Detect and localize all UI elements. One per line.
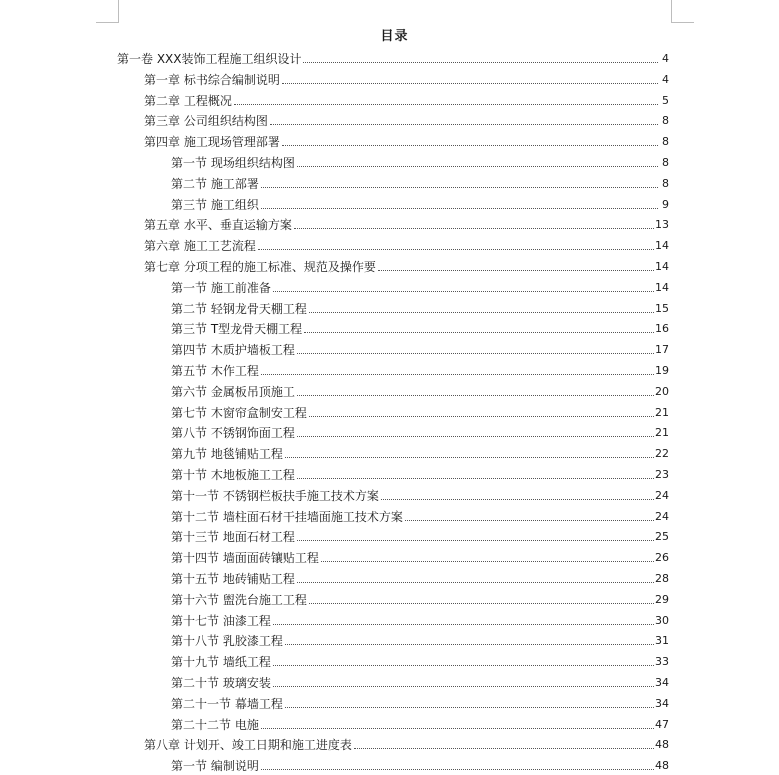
toc-entry[interactable] [171,670,669,690]
toc-entry-page-number: 8 [662,135,669,149]
toc-dot-leader [285,707,654,708]
toc-entry[interactable] [171,150,669,170]
toc-entry-text: 第一节 现场组织结构图 [171,156,295,170]
toc-entry[interactable] [171,441,669,461]
toc-dot-leader [285,644,654,645]
toc-entry-page-number: 23 [655,468,669,481]
toc-entry[interactable] [144,67,669,87]
toc-entry[interactable] [144,732,669,752]
toc-dot-leader [270,124,658,125]
toc-entry[interactable] [171,649,669,669]
toc-entry[interactable] [171,462,669,482]
toc-entry-page-number: 21 [655,405,669,419]
toc-entry-text: 第十四节 墙面面砖镶贴工程 [171,551,319,566]
toc-entry-page-number: 9 [662,197,669,211]
toc-entry-page-number: 17 [655,343,669,357]
toc-dot-leader [297,166,658,167]
toc-entry-page-number: 5 [662,93,669,107]
toc-dot-leader [297,353,654,354]
toc-entry-page-number: 20 [655,384,669,398]
toc-entry-page-number: 8 [662,114,669,128]
toc-dot-leader [297,540,654,541]
toc-dot-leader [261,208,658,209]
toc-entry-text: 第二十二节 电施 [171,717,259,732]
toc-entry-page-number: 24 [655,488,669,502]
toc-dot-leader [261,187,658,188]
toc-entry-page-number: 48 [655,738,669,752]
toc-entry-text: 第一节 施工前准备 [171,280,271,295]
toc-entry-page-number: 25 [655,530,669,544]
toc-entry-text: 第十七节 油漆工程 [171,613,271,628]
toc-dot-leader [282,83,658,84]
toc-dot-leader [297,478,654,479]
toc-entry[interactable] [117,46,669,66]
toc-entry-page-number: 48 [655,759,669,773]
toc-entry[interactable] [171,483,669,503]
toc-entry-page-number: 29 [655,592,669,606]
toc-entry-page-number: 30 [655,613,669,627]
toc-entry-text: 第七节 木窗帘盒制安工程 [171,405,307,420]
toc-entry-text: 第二十一节 幕墙工程 [171,696,283,711]
toc-dot-leader [304,332,654,333]
toc-entry-page-number: 8 [662,176,669,190]
toc-entry-page-number: 34 [655,696,669,710]
toc-entry-text: 第十六节 盥洗台施工工程 [171,592,307,607]
toc-entry[interactable] [171,712,669,732]
toc-entry[interactable] [171,420,669,440]
toc-entry[interactable] [171,545,669,565]
toc-entry[interactable] [171,337,669,357]
toc-entry-text: 第十五节 地砖铺贴工程 [171,572,295,586]
toc-entry-text: 第五节 木作工程 [171,364,259,378]
toc-entry-page-number: 14 [655,260,669,273]
toc-dot-leader [297,436,654,437]
toc-entry-page-number: 14 [655,280,669,294]
toc-entry-page-number: 28 [655,572,669,585]
toc-entry[interactable] [144,108,669,128]
toc-entry-text: 第三章 公司组织结构图 [144,114,268,129]
toc-entry-page-number: 13 [655,218,669,232]
toc-entry[interactable] [171,524,669,544]
toc-dot-leader [273,624,654,625]
toc-entry-text: 第七章 分项工程的施工标准、规范及操作要 [144,260,376,274]
toc-entry-text: 第十九节 墙纸工程 [171,655,271,670]
toc-entry-text: 第一章 标书综合编制说明 [144,72,280,87]
toc-entry-page-number: 47 [655,717,669,731]
toc-dot-leader [261,728,654,729]
toc-entry-page-number: 4 [662,52,669,65]
toc-entry-page-number: 15 [655,301,669,315]
toc-entry-text: 第一卷 XXX装饰工程施工组织设计 [117,52,302,66]
toc-entry-page-number: 34 [655,676,669,689]
toc-entry[interactable] [144,212,669,232]
toc-dot-leader [309,312,654,313]
toc-entry-text: 第八节 不锈钢饰面工程 [171,426,295,441]
toc-entry[interactable] [171,316,669,336]
toc-entry[interactable] [171,504,669,524]
toc-dot-leader [381,499,654,500]
toc-entry[interactable] [171,296,669,316]
toc-entry-page-number: 16 [655,322,669,336]
toc-entry[interactable] [144,88,669,108]
toc-entry-page-number: 31 [655,634,669,648]
toc-entry-text: 第一节 编制说明 [171,759,259,774]
toc-dot-leader [282,145,658,146]
toc-entry-text: 第六节 金属板吊顶施工 [171,384,295,399]
toc-entry-text: 第三节 T型龙骨天棚工程 [171,322,303,337]
toc-dot-leader [294,228,654,229]
toc-entry-text: 第三节 施工组织 [171,197,259,212]
toc-entry-text: 第二节 施工部署 [171,176,259,191]
toc-dot-leader [273,665,654,666]
toc-dot-leader [309,416,654,417]
toc-entry[interactable] [171,171,669,191]
toc-dot-leader [297,395,654,396]
toc-entry-page-number: 4 [662,72,669,86]
toc-entry[interactable] [171,358,669,378]
toc-entry-text: 第四节 木质护墙板工程 [171,343,295,358]
toc-entry[interactable] [171,400,669,420]
toc-entry[interactable] [171,379,669,399]
toc-dot-leader [405,520,654,521]
toc-entry[interactable] [144,254,669,274]
toc-entry-page-number: 19 [655,364,669,377]
toc-entry-text: 第九节 地毯铺贴工程 [171,447,283,462]
toc-entry[interactable] [171,608,669,628]
toc-dot-leader [354,748,654,749]
toc-entry[interactable] [171,192,669,212]
toc-title: 目录 [380,29,409,44]
toc-dot-leader [261,769,654,770]
toc-entry-text: 第六章 施工工艺流程 [144,239,256,254]
toc-entry-text: 第二章 工程概况 [144,93,232,108]
toc-entry-text: 第四章 施工现场管理部署 [144,135,280,150]
toc-entry-text: 第十八节 乳胶漆工程 [171,634,283,649]
toc-entry-text: 第十一节 不锈钢栏板扶手施工技术方案 [171,488,379,503]
toc-entry-text: 第十三节 地面石材工程 [171,530,295,545]
toc-entry-text: 第二节 轻钢龙骨天棚工程 [171,301,307,316]
toc-entry[interactable] [171,275,669,295]
toc-entry-text: 第十二节 墙柱面石材干挂墙面施工技术方案 [171,509,403,524]
toc-entry-page-number: 24 [655,509,669,523]
toc-dot-leader [297,582,654,583]
toc-dot-leader [321,561,654,562]
toc-dot-leader [234,104,658,105]
toc-entry[interactable] [171,566,669,586]
toc-dot-leader [378,270,654,271]
toc-dot-leader [258,249,654,250]
toc-entry-text: 第十节 木地板施工工程 [171,468,295,482]
toc-entry[interactable] [144,129,669,149]
toc-entry[interactable] [171,691,669,711]
toc-entry[interactable] [171,587,669,607]
toc-entry-page-number: 21 [655,426,669,440]
toc-entry-page-number: 22 [655,447,669,461]
toc-entry-page-number: 33 [655,655,669,669]
toc-dot-leader [273,686,654,687]
toc-dot-leader [285,457,654,458]
toc-dot-leader [303,62,658,63]
crop-mark-top-right [671,0,694,23]
toc-dot-leader [309,603,654,604]
toc-dot-leader [261,374,654,375]
toc-entry[interactable] [171,753,669,773]
toc-entry[interactable] [144,233,669,253]
toc-dot-leader [273,291,654,292]
toc-entry-page-number: 8 [662,156,669,169]
toc-entry-text: 第八章 计划开、竣工日期和施工进度表 [144,738,352,753]
toc-entry-text: 第二十节 玻璃安装 [171,676,271,690]
toc-entry-page-number: 26 [655,551,669,565]
toc-entry-page-number: 14 [655,239,669,253]
toc-entry[interactable] [171,628,669,648]
toc-entry-text: 第五章 水平、垂直运输方案 [144,218,292,233]
crop-mark-top-left [96,0,119,23]
